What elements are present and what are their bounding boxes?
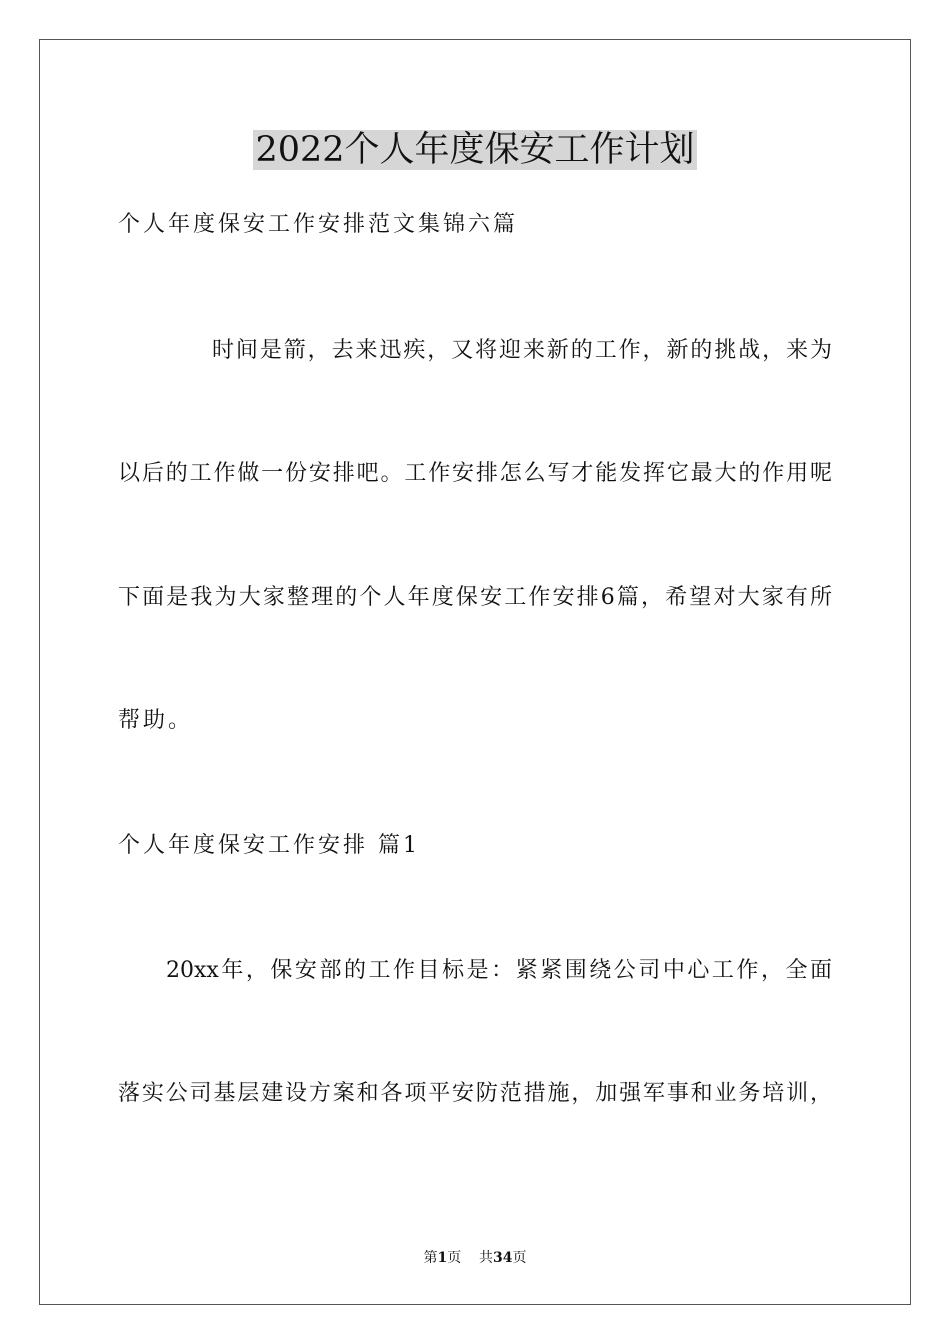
footer-page-total: 34 — [493, 1250, 513, 1266]
document-title — [0, 128, 950, 172]
page-footer — [0, 1249, 950, 1267]
paragraph-line: 落实公司基层建设方案和各项平安防范措施，加强军事和业务培训， — [118, 1081, 832, 1106]
subtitle-line: 个人年度保安工作安排范文集锦六篇 — [118, 212, 519, 237]
footer-page-suffix: 页 — [447, 1250, 462, 1266]
footer-page-prefix: 第 — [423, 1250, 438, 1266]
paragraph-line: 时间是箭，去来迅疾，又将迎来新的工作，新的挑战，来为 — [212, 338, 832, 363]
footer-total-prefix: 共 — [479, 1250, 494, 1266]
footer-total-suffix: 页 — [512, 1250, 527, 1266]
footer-page-current: 1 — [437, 1250, 448, 1266]
paragraph-line: 帮助。 — [118, 708, 194, 733]
paragraph-line: 以后的工作做一份安排吧。工作安排怎么写才能发挥它最大的作用呢 — [118, 461, 832, 486]
section-heading: 个人年度保安工作安排 篇1 — [118, 833, 420, 858]
paragraph-line: 下面是我为大家整理的个人年度保安工作安排6篇，希望对大家有所 — [118, 585, 832, 610]
paragraph-line: 20xx年，保安部的工作目标是：紧紧围绕公司中心工作，全面 — [166, 958, 832, 983]
document-title-text: 2022个人年度保安工作计划 — [255, 130, 695, 170]
